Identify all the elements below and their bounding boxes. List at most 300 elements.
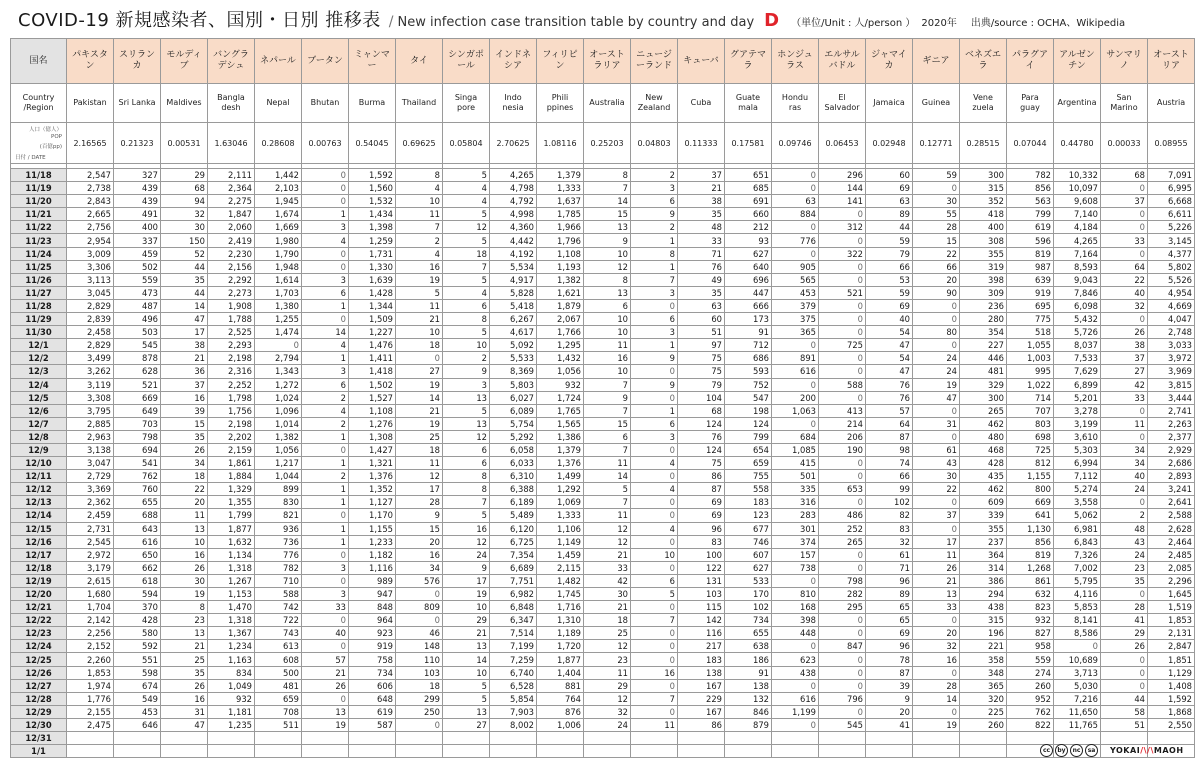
- case-count-cell: 0: [819, 260, 866, 273]
- case-count-cell: 75: [678, 457, 725, 470]
- case-count-cell: 677: [725, 522, 772, 535]
- case-count-cell: 3,713: [1054, 666, 1101, 679]
- table-row: [11, 535, 1195, 548]
- case-count-cell: 13: [161, 522, 208, 535]
- case-count-cell: 5,803: [490, 378, 537, 391]
- case-count-cell: 47: [913, 391, 960, 404]
- country-name-en: Cuba: [678, 84, 725, 123]
- case-count-cell: 1,014: [255, 417, 302, 430]
- date-cell: 12/19: [11, 574, 67, 587]
- case-count-cell: 186: [725, 653, 772, 666]
- case-count-cell: 800: [1007, 483, 1054, 496]
- case-count-cell: 6,058: [490, 443, 537, 456]
- case-count-cell: 33: [1101, 234, 1148, 247]
- case-count-cell: 1,614: [255, 273, 302, 286]
- table-row: [11, 679, 1195, 692]
- case-count-cell: 37: [1101, 352, 1148, 365]
- case-count-cell: 23: [1101, 561, 1148, 574]
- case-count-cell: 596: [1007, 234, 1054, 247]
- case-count-cell: 21: [161, 640, 208, 653]
- country-name-jp: インドネシア: [490, 39, 537, 84]
- case-count-cell: 3: [631, 182, 678, 195]
- case-count-cell: 1,380: [255, 299, 302, 312]
- case-count-cell: 280: [960, 313, 1007, 326]
- case-count-cell: 995: [1007, 365, 1054, 378]
- case-count-cell: 1,127: [349, 496, 396, 509]
- case-count-cell: 592: [114, 640, 161, 653]
- header-row-en: [11, 84, 1195, 123]
- case-count-cell: 6,528: [490, 679, 537, 692]
- case-count-cell: 78: [866, 653, 913, 666]
- date-cell: 12/16: [11, 535, 67, 548]
- case-count-cell: 7: [443, 496, 490, 509]
- case-count-cell: 762: [114, 470, 161, 483]
- case-count-cell: 0: [819, 561, 866, 574]
- case-count-cell: 7,903: [490, 705, 537, 718]
- case-count-cell: 1,379: [537, 443, 584, 456]
- case-count-cell: 0: [631, 679, 678, 692]
- case-count-cell: 0: [631, 496, 678, 509]
- case-count-cell: 3,499: [67, 352, 114, 365]
- case-count-cell: 502: [114, 260, 161, 273]
- case-count-cell: 2,155: [67, 705, 114, 718]
- case-count-cell: 847: [819, 640, 866, 653]
- table-row: [11, 365, 1195, 378]
- brand-left: YOKAI: [1110, 745, 1141, 755]
- population-value: 1.08116: [537, 123, 584, 164]
- case-count-cell: 1,908: [208, 299, 255, 312]
- case-count-cell: 16: [584, 352, 631, 365]
- case-count-cell: 448: [772, 627, 819, 640]
- case-count-cell: 782: [255, 561, 302, 574]
- case-count-cell: 96: [866, 640, 913, 653]
- case-count-cell: 0: [772, 574, 819, 587]
- case-count-cell: 34: [1101, 443, 1148, 456]
- case-count-cell: 1,295: [537, 339, 584, 352]
- case-count-cell: 300: [960, 169, 1007, 182]
- case-count-cell: [208, 745, 255, 758]
- case-count-cell: 798: [819, 574, 866, 587]
- case-count-cell: 669: [114, 391, 161, 404]
- case-count-cell: 453: [114, 705, 161, 718]
- case-count-cell: 3,138: [67, 443, 114, 456]
- case-count-cell: 2,260: [67, 653, 114, 666]
- case-count-cell: 34: [161, 457, 208, 470]
- case-count-cell: 5,418: [490, 299, 537, 312]
- case-count-cell: [960, 732, 1007, 745]
- case-count-cell: 14: [161, 299, 208, 312]
- case-count-cell: 1: [302, 457, 349, 470]
- table-row: [11, 692, 1195, 705]
- population-value: 0.07044: [1007, 123, 1054, 164]
- case-count-cell: 116: [678, 627, 725, 640]
- case-count-cell: 0: [913, 404, 960, 417]
- case-count-cell: 5,726: [1054, 326, 1101, 339]
- case-count-cell: 24: [584, 718, 631, 731]
- case-count-cell: 5: [443, 169, 490, 182]
- case-count-cell: 71: [678, 247, 725, 260]
- country-name-jp: ギニア: [913, 39, 960, 84]
- case-count-cell: 35: [1101, 574, 1148, 587]
- case-count-cell: [913, 745, 960, 758]
- date-cell: 12/11: [11, 470, 67, 483]
- case-count-cell: 11: [396, 299, 443, 312]
- case-count-cell: 68: [1101, 169, 1148, 182]
- case-count-cell: 6: [631, 574, 678, 587]
- case-count-cell: 26: [913, 561, 960, 574]
- case-count-cell: 1: [302, 522, 349, 535]
- case-count-cell: 0: [913, 313, 960, 326]
- case-count-cell: 25: [161, 653, 208, 666]
- case-count-cell: 1,766: [537, 326, 584, 339]
- case-count-cell: 0: [772, 718, 819, 731]
- case-count-cell: 1,310: [537, 614, 584, 627]
- case-count-cell: 4: [396, 182, 443, 195]
- case-count-cell: 123: [725, 509, 772, 522]
- country-name-en: Maldives: [161, 84, 208, 123]
- case-count-cell: 23: [584, 653, 631, 666]
- case-count-cell: 200: [772, 391, 819, 404]
- case-count-cell: 21: [443, 627, 490, 640]
- case-count-cell: 9: [584, 234, 631, 247]
- case-count-cell: 16: [631, 666, 678, 679]
- case-count-cell: 3,241: [1148, 483, 1195, 496]
- case-count-cell: 4,998: [490, 208, 537, 221]
- case-count-cell: 0: [819, 299, 866, 312]
- case-count-cell: 355: [960, 522, 1007, 535]
- case-count-cell: 5: [443, 208, 490, 221]
- case-count-cell: 21: [396, 404, 443, 417]
- case-count-cell: 5,534: [490, 260, 537, 273]
- date-cell: 12/3: [11, 365, 67, 378]
- case-count-cell: 90: [913, 286, 960, 299]
- case-count-cell: 13: [443, 391, 490, 404]
- case-count-cell: 83: [678, 535, 725, 548]
- case-count-cell: 1,776: [67, 692, 114, 705]
- case-count-cell: 64: [866, 417, 913, 430]
- case-count-cell: 878: [114, 352, 161, 365]
- case-count-cell: 565: [772, 273, 819, 286]
- case-count-cell: 10: [584, 326, 631, 339]
- case-count-cell: 44: [1101, 692, 1148, 705]
- case-count-cell: 0: [302, 260, 349, 273]
- case-count-cell: 398: [960, 273, 1007, 286]
- case-count-cell: 99: [866, 483, 913, 496]
- case-count-cell: 684: [772, 430, 819, 443]
- case-count-cell: 1,382: [255, 430, 302, 443]
- case-count-cell: 252: [819, 522, 866, 535]
- case-count-cell: 22: [161, 483, 208, 496]
- case-count-cell: [772, 745, 819, 758]
- case-count-cell: 13: [584, 221, 631, 234]
- pop-label-en: POP: [51, 134, 62, 140]
- case-count-cell: 22: [913, 483, 960, 496]
- case-count-cell: 41: [1101, 614, 1148, 627]
- case-count-cell: 958: [1007, 640, 1054, 653]
- case-count-cell: 9: [631, 352, 678, 365]
- case-count-cell: [537, 732, 584, 745]
- case-count-cell: 15: [161, 417, 208, 430]
- case-count-cell: 884: [772, 208, 819, 221]
- country-name-en: Sri Lanka: [114, 84, 161, 123]
- case-count-cell: 35: [161, 273, 208, 286]
- case-count-cell: 734: [725, 614, 772, 627]
- case-count-cell: 2,230: [208, 247, 255, 260]
- case-count-cell: 989: [349, 574, 396, 587]
- case-count-cell: 301: [772, 522, 819, 535]
- case-count-cell: 1,333: [537, 509, 584, 522]
- case-count-cell: 18: [396, 443, 443, 456]
- case-count-cell: 365: [772, 326, 819, 339]
- case-count-cell: 4: [443, 195, 490, 208]
- case-count-cell: 2,731: [67, 522, 114, 535]
- pop-label-jp: 人口（億人）: [28, 127, 62, 133]
- case-count-cell: 616: [772, 692, 819, 705]
- case-count-cell: 57: [302, 653, 349, 666]
- population-value: 0.25203: [584, 123, 631, 164]
- case-count-cell: 1,106: [537, 522, 584, 535]
- case-count-cell: 563: [1007, 195, 1054, 208]
- case-count-cell: 35: [678, 286, 725, 299]
- case-count-cell: 10: [161, 535, 208, 548]
- case-count-cell: 496: [114, 313, 161, 326]
- case-count-cell: 31: [161, 705, 208, 718]
- case-count-cell: 2: [302, 470, 349, 483]
- case-count-cell: 33: [1101, 391, 1148, 404]
- case-count-cell: 4,116: [1054, 588, 1101, 601]
- case-count-cell: 1,945: [255, 195, 302, 208]
- case-count-cell: [819, 732, 866, 745]
- case-count-cell: 1,049: [208, 679, 255, 692]
- case-count-cell: 365: [960, 679, 1007, 692]
- case-count-cell: 12: [584, 692, 631, 705]
- case-count-cell: 734: [349, 666, 396, 679]
- case-count-cell: 947: [349, 588, 396, 601]
- case-count-cell: 89: [866, 208, 913, 221]
- case-count-cell: 8,593: [1054, 260, 1101, 273]
- cc-license-icon: [1040, 744, 1098, 757]
- case-count-cell: 65: [866, 601, 913, 614]
- table-row: [11, 313, 1195, 326]
- case-count-cell: 660: [725, 208, 772, 221]
- case-count-cell: 1,321: [349, 457, 396, 470]
- case-count-cell: 38: [161, 339, 208, 352]
- case-count-cell: 1,731: [349, 247, 396, 260]
- case-count-cell: 2: [302, 417, 349, 430]
- date-cell: 12/8: [11, 430, 67, 443]
- case-count-cell: 15: [396, 522, 443, 535]
- case-count-cell: 2,885: [67, 417, 114, 430]
- case-count-cell: 29: [1101, 627, 1148, 640]
- case-count-cell: 481: [255, 679, 302, 692]
- case-count-cell: 10,332: [1054, 169, 1101, 182]
- case-count-cell: 5,303: [1054, 443, 1101, 456]
- case-count-cell: 42: [1101, 378, 1148, 391]
- case-count-cell: 9: [396, 509, 443, 522]
- case-count-cell: 758: [349, 653, 396, 666]
- case-count-cell: 66: [913, 260, 960, 273]
- case-count-cell: 3: [302, 588, 349, 601]
- case-count-cell: 1: [302, 430, 349, 443]
- case-count-cell: 487: [114, 299, 161, 312]
- case-count-cell: 6,310: [490, 470, 537, 483]
- case-count-cell: 9: [866, 692, 913, 705]
- case-count-cell: 1,716: [537, 601, 584, 614]
- country-name-en: Thailand: [396, 84, 443, 123]
- country-name-en: Pakistan: [67, 84, 114, 123]
- case-count-cell: 68: [678, 404, 725, 417]
- case-count-cell: 1,255: [255, 313, 302, 326]
- table-row: [11, 627, 1195, 640]
- case-count-cell: 846: [725, 705, 772, 718]
- case-count-cell: 10,689: [1054, 653, 1101, 666]
- case-count-cell: 1,948: [255, 260, 302, 273]
- case-count-cell: 28: [1101, 601, 1148, 614]
- case-count-cell: 352: [960, 195, 1007, 208]
- case-count-cell: 1,267: [208, 574, 255, 587]
- case-count-cell: 21: [161, 352, 208, 365]
- case-count-cell: 124: [725, 417, 772, 430]
- case-count-cell: 1,376: [349, 470, 396, 483]
- case-count-cell: 7,846: [1054, 286, 1101, 299]
- country-name-jp: エルサルバドル: [819, 39, 866, 84]
- case-count-cell: 11: [396, 457, 443, 470]
- case-count-cell: 2,275: [208, 195, 255, 208]
- case-count-cell: 8: [443, 470, 490, 483]
- case-count-cell: 9: [631, 378, 678, 391]
- case-count-cell: 37: [161, 378, 208, 391]
- case-count-cell: 0: [631, 705, 678, 718]
- case-count-cell: 167: [678, 679, 725, 692]
- case-count-cell: 374: [772, 535, 819, 548]
- case-count-cell: 1,745: [537, 588, 584, 601]
- country-name-jp: グアテマラ: [725, 39, 772, 84]
- case-count-cell: 1: [631, 339, 678, 352]
- case-count-cell: 10: [396, 326, 443, 339]
- case-count-cell: 19: [302, 718, 349, 731]
- case-count-cell: 0: [913, 705, 960, 718]
- case-count-cell: 217: [678, 640, 725, 653]
- case-count-cell: 695: [1007, 299, 1054, 312]
- case-count-cell: 6,098: [1054, 299, 1101, 312]
- case-count-cell: 32: [913, 640, 960, 653]
- case-count-cell: 0: [1101, 313, 1148, 326]
- case-count-cell: 503: [114, 326, 161, 339]
- case-count-cell: [819, 745, 866, 758]
- case-count-cell: 2,525: [208, 326, 255, 339]
- case-count-cell: 18: [396, 679, 443, 692]
- case-count-cell: 619: [349, 705, 396, 718]
- case-count-cell: 76: [866, 391, 913, 404]
- case-count-cell: 1,639: [349, 273, 396, 286]
- case-count-cell: 1,129: [1148, 666, 1195, 679]
- case-count-cell: 75: [678, 365, 725, 378]
- case-count-cell: 2,198: [208, 352, 255, 365]
- case-count-cell: 17: [913, 535, 960, 548]
- case-count-cell: 61: [913, 443, 960, 456]
- country-name-jp: アルゼンチン: [1054, 39, 1101, 84]
- case-count-cell: 1,798: [208, 391, 255, 404]
- case-count-cell: 173: [725, 313, 772, 326]
- case-count-cell: 12: [584, 522, 631, 535]
- date-cell: 12/29: [11, 705, 67, 718]
- case-count-cell: 1,476: [349, 339, 396, 352]
- case-count-cell: 10: [584, 247, 631, 260]
- table-row: [11, 234, 1195, 247]
- case-count-cell: 746: [725, 535, 772, 548]
- case-count-cell: 0: [1101, 588, 1148, 601]
- case-count-cell: 0: [819, 679, 866, 692]
- case-count-cell: 19: [161, 588, 208, 601]
- population-value: 0.21323: [114, 123, 161, 164]
- case-count-cell: 5,489: [490, 509, 537, 522]
- case-count-cell: [443, 732, 490, 745]
- table-row: [11, 522, 1195, 535]
- table-row: [11, 653, 1195, 666]
- case-count-cell: 453: [772, 286, 819, 299]
- case-count-cell: 43: [1101, 535, 1148, 548]
- case-count-cell: 533: [725, 574, 772, 587]
- case-count-cell: 3: [631, 430, 678, 443]
- table-row: [11, 718, 1195, 731]
- case-count-cell: 0: [913, 182, 960, 195]
- case-count-cell: 659: [255, 692, 302, 705]
- case-count-cell: 819: [1007, 548, 1054, 561]
- case-count-cell: 594: [114, 588, 161, 601]
- case-count-cell: [302, 745, 349, 758]
- case-count-cell: 1,155: [1007, 470, 1054, 483]
- cc-nc-icon: nc: [1070, 744, 1083, 757]
- case-count-cell: 648: [349, 692, 396, 705]
- population-value: 2.16565: [67, 123, 114, 164]
- case-count-cell: 24: [1101, 548, 1148, 561]
- case-count-cell: 87: [678, 483, 725, 496]
- case-count-cell: 13: [161, 627, 208, 640]
- case-count-cell: 400: [960, 221, 1007, 234]
- case-count-cell: 66: [866, 260, 913, 273]
- case-count-cell: 708: [255, 705, 302, 718]
- case-count-cell: 446: [960, 352, 1007, 365]
- population-value: 0.04803: [631, 123, 678, 164]
- case-count-cell: 551: [114, 653, 161, 666]
- case-count-cell: 1,155: [349, 522, 396, 535]
- case-count-cell: 59: [913, 169, 960, 182]
- date-cell: 11/23: [11, 234, 67, 247]
- case-count-cell: 0: [819, 470, 866, 483]
- case-count-cell: 102: [725, 601, 772, 614]
- case-count-cell: 7,533: [1054, 352, 1101, 365]
- case-count-cell: 0: [631, 561, 678, 574]
- date-cell: 12/5: [11, 391, 67, 404]
- case-count-cell: 4,047: [1148, 313, 1195, 326]
- case-count-cell: 1,085: [772, 443, 819, 456]
- case-count-cell: 576: [396, 574, 443, 587]
- case-count-cell: 580: [114, 627, 161, 640]
- case-count-cell: 0: [1101, 404, 1148, 417]
- table-row: [11, 443, 1195, 456]
- table-row: [11, 260, 1195, 273]
- page-title-en: New infection case transition table by country and day: [397, 15, 755, 30]
- case-count-cell: 274: [1007, 666, 1054, 679]
- case-count-cell: 775: [1007, 313, 1054, 326]
- case-count-cell: 58: [1101, 705, 1148, 718]
- case-count-cell: 3: [631, 326, 678, 339]
- country-name-en: Argentina: [1054, 84, 1101, 123]
- case-count-cell: 1,560: [349, 182, 396, 195]
- case-count-cell: 295: [819, 601, 866, 614]
- case-count-cell: 905: [772, 260, 819, 273]
- case-count-cell: 3,179: [67, 561, 114, 574]
